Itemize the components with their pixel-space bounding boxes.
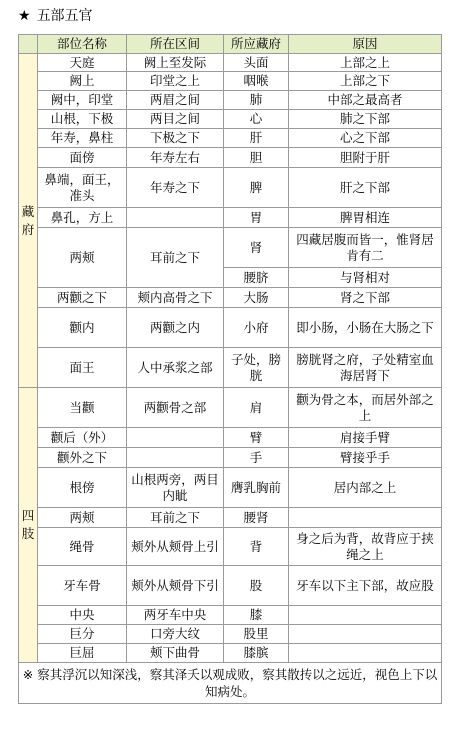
cell-reason xyxy=(289,644,442,663)
cell-organ: 股 xyxy=(224,566,289,606)
cell-location: 耳前之下 xyxy=(127,228,224,288)
cell-name: 颧后（外） xyxy=(38,428,127,448)
cell-reason: 脾胃相连 xyxy=(289,208,442,228)
cell-name: 根傍 xyxy=(38,468,127,508)
cell-reason: 膀胱肾之府，子处精室血海居肾下 xyxy=(289,348,442,388)
table-row xyxy=(19,54,442,72)
table-row xyxy=(19,148,442,168)
cell-name: 颧内 xyxy=(38,308,127,348)
cell-location xyxy=(127,428,224,448)
cell-organ: 肩 xyxy=(224,388,289,428)
cell-location: 颊下曲骨 xyxy=(127,644,224,663)
cell-reason: 肝之下部 xyxy=(289,168,442,208)
cell-organ: 肺 xyxy=(224,91,289,110)
cell-reason: 中部之最高者 xyxy=(289,91,442,110)
table-row xyxy=(19,448,442,468)
cell-reason: 肩接手臂 xyxy=(289,428,442,448)
table-row xyxy=(19,308,442,348)
cell-location xyxy=(127,448,224,468)
cell-organ: 背 xyxy=(224,528,289,566)
cell-location: 两颧骨之部 xyxy=(127,388,224,428)
table-row xyxy=(19,348,442,388)
table-row xyxy=(19,644,442,663)
cell-organ: 子处，膀胱 xyxy=(224,348,289,388)
cell-reason: 即小肠，小肠在大肠之下 xyxy=(289,308,442,348)
cell-name: 阙中，印堂 xyxy=(38,91,127,110)
table-row xyxy=(19,110,442,129)
cell-reason: 居内部之上 xyxy=(289,468,442,508)
cell-reason: 四藏居腹而皆一，惟肾居肯有二 xyxy=(289,228,442,268)
cell-reason: 上部之上 xyxy=(289,54,442,72)
cell-organ: 腰脐 xyxy=(224,268,289,288)
cell-location: 两颧之内 xyxy=(127,308,224,348)
cell-organ: 肾 xyxy=(224,228,289,268)
header-reason: 原因 xyxy=(289,35,442,54)
cell-name: 年寿，鼻柱 xyxy=(38,129,127,148)
cell-location: 口旁大纹 xyxy=(127,625,224,644)
table-row xyxy=(19,388,442,428)
header-row xyxy=(19,35,442,54)
cell-name: 鼻孔，方上 xyxy=(38,208,127,228)
cell-location: 两眉之间 xyxy=(127,91,224,110)
cell-reason: 上部之下 xyxy=(289,72,442,91)
cell-location: 人中承浆之部 xyxy=(127,348,224,388)
page-title xyxy=(18,5,93,27)
cell-reason xyxy=(289,625,442,644)
cell-name: 面王 xyxy=(38,348,127,388)
group-char: 四 xyxy=(21,508,35,523)
table-row xyxy=(19,91,442,110)
cell-name: 两颊 xyxy=(38,228,127,288)
table-row xyxy=(19,625,442,644)
footnote: ※ 察其浮沉以知深浅，察其泽夭以观成败，察其散抟以之远近，视色上下以知病处。 xyxy=(19,663,442,704)
cell-name: 面傍 xyxy=(38,148,127,168)
cell-location: 下极之下 xyxy=(127,129,224,148)
cell-location: 颊外从颊骨上引 xyxy=(127,528,224,566)
cell-organ: 股里 xyxy=(224,625,289,644)
cell-reason: 心之下部 xyxy=(289,129,442,148)
cell-organ: 大肠 xyxy=(224,288,289,308)
cell-name: 鼻端，面王，准头 xyxy=(38,168,127,208)
cell-organ: 咽喉 xyxy=(224,72,289,91)
cell-reason: 胆附于肝 xyxy=(289,148,442,168)
cell-name: 巨屈 xyxy=(38,644,127,663)
table-row xyxy=(19,528,442,566)
cell-reason xyxy=(289,508,442,528)
header-location: 所在区间 xyxy=(127,35,224,54)
cell-name: 巨分 xyxy=(38,625,127,644)
cell-name: 天庭 xyxy=(38,54,127,72)
header-blank xyxy=(19,35,38,54)
cell-organ: 心 xyxy=(224,110,289,129)
cell-reason: 臂接乎手 xyxy=(289,448,442,468)
cell-location: 两目之间 xyxy=(127,110,224,129)
cell-location: 年寿左右 xyxy=(127,148,224,168)
cell-location: 两牙车中央 xyxy=(127,606,224,625)
cell-location: 年寿之下 xyxy=(127,168,224,208)
table-row xyxy=(19,428,442,448)
cell-organ: 膺乳胸前 xyxy=(224,468,289,508)
cell-organ: 胃 xyxy=(224,208,289,228)
cell-name: 中央 xyxy=(38,606,127,625)
title-text: 五部五官 xyxy=(36,8,93,24)
table-row xyxy=(19,72,442,91)
cell-name: 绳骨 xyxy=(38,528,127,566)
cell-organ: 膝 xyxy=(224,606,289,625)
table-row xyxy=(19,129,442,148)
footnote-row xyxy=(19,663,442,704)
group-char: 肢 xyxy=(21,526,35,541)
cell-organ: 手 xyxy=(224,448,289,468)
cell-reason: 与肾相对 xyxy=(289,268,442,288)
cell-name: 山根，下极 xyxy=(38,110,127,129)
cell-reason: 颧为骨之本，而居外部之上 xyxy=(289,388,442,428)
group-char: 府 xyxy=(21,221,35,237)
cell-location: 山根两旁，两目内眦 xyxy=(127,468,224,508)
cell-organ: 头面 xyxy=(224,54,289,72)
cell-name: 颧外之下 xyxy=(38,448,127,468)
table-row xyxy=(19,288,442,308)
table-row xyxy=(19,228,442,268)
cell-location: 颊内高骨之下 xyxy=(127,288,224,308)
table-row xyxy=(19,468,442,508)
cell-organ: 胆 xyxy=(224,148,289,168)
cell-location: 颊外从颊骨下引 xyxy=(127,566,224,606)
cell-location: 阙上至发际 xyxy=(127,54,224,72)
star-icon: ★ xyxy=(18,8,31,24)
cell-name: 阙上 xyxy=(38,72,127,91)
cell-reason: 肺之下部 xyxy=(289,110,442,129)
cell-name: 牙车骨 xyxy=(38,566,127,606)
cell-name: 两颊 xyxy=(38,508,127,528)
group-char: 藏 xyxy=(21,203,35,219)
cell-reason: 肾之下部 xyxy=(289,288,442,308)
cell-organ: 小府 xyxy=(224,308,289,348)
table-row xyxy=(19,508,442,528)
cell-reason xyxy=(289,606,442,625)
group-label-organs xyxy=(19,54,38,388)
cell-location: 印堂之上 xyxy=(127,72,224,91)
group-label-limbs xyxy=(19,388,38,663)
cell-location: 耳前之下 xyxy=(127,508,224,528)
table-row xyxy=(19,566,442,606)
cell-location xyxy=(127,208,224,228)
cell-organ: 膝膑 xyxy=(224,644,289,663)
table-row xyxy=(19,606,442,625)
cell-reason: 身之后为背，故背应于挟绳之上 xyxy=(289,528,442,566)
header-organ: 所应藏府 xyxy=(224,35,289,54)
header-name: 部位名称 xyxy=(38,35,127,54)
table-row xyxy=(19,208,442,228)
cell-organ: 脾 xyxy=(224,168,289,208)
cell-organ: 肝 xyxy=(224,129,289,148)
cell-organ: 腰肾 xyxy=(224,508,289,528)
five-parts-table xyxy=(18,34,442,704)
cell-name: 当颧 xyxy=(38,388,127,428)
cell-name: 两颧之下 xyxy=(38,288,127,308)
cell-reason: 牙车以下主下部，故应股 xyxy=(289,566,442,606)
table-row xyxy=(19,168,442,208)
cell-organ: 臂 xyxy=(224,428,289,448)
